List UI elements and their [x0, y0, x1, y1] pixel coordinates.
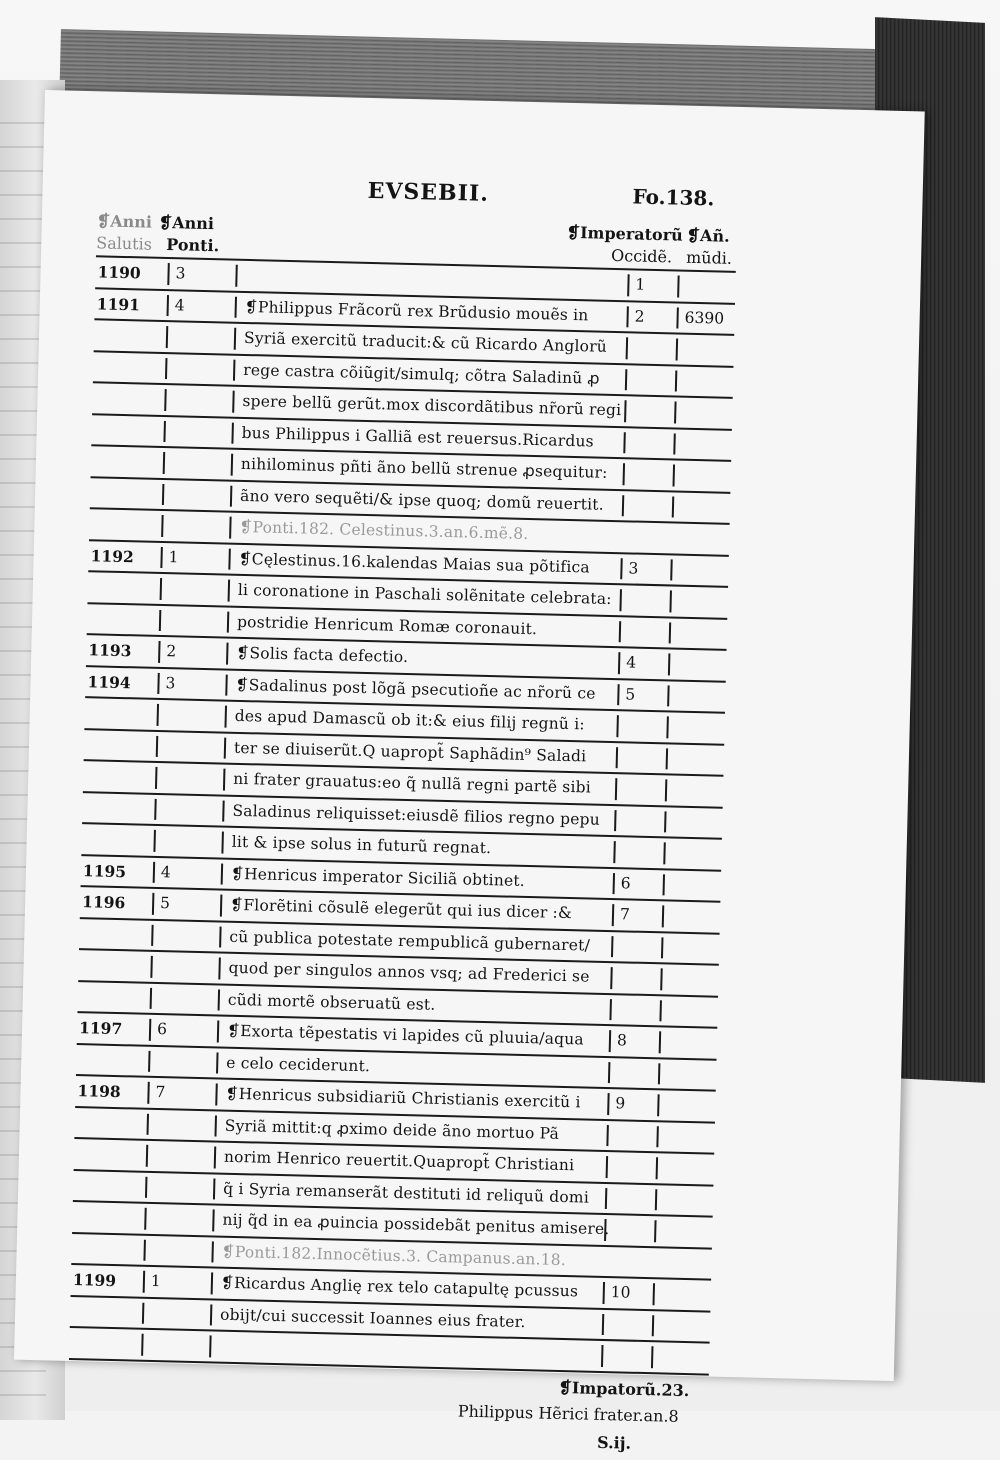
column-rule	[214, 1115, 216, 1137]
column-rule	[214, 1146, 216, 1168]
column-rule	[144, 1208, 146, 1230]
emperor-year-cell: 4	[625, 653, 637, 672]
column-rule	[663, 842, 665, 864]
column-rule	[652, 1315, 654, 1337]
column-rule	[221, 832, 223, 854]
entry-text: postridie Henricum Romæ coronauit.	[236, 612, 538, 638]
entry-text: ❡Sadalinus post lõgã psecutioñe ac nr̃orũ ce	[235, 675, 596, 703]
column-rule	[232, 391, 234, 413]
emperor-year-cell: 7	[619, 905, 631, 924]
entry-text: q̃ i Syria remanserãt destituti id reliquũ domi	[223, 1179, 590, 1207]
column-rule	[660, 968, 662, 990]
year-cell: 1191	[96, 293, 141, 314]
column-rule	[150, 987, 152, 1009]
entry-text: ❡Henricus subsidiariũ Christianis exercitũ i	[225, 1084, 581, 1112]
entry-text: ❡Exorta tẽpestatis vi lapides cũ pluuia/aqua	[226, 1021, 585, 1049]
col-head-anni-salutis: ❡Anni	[96, 211, 153, 232]
column-rule	[672, 496, 674, 518]
column-rule	[217, 1020, 219, 1042]
emperor-year-cell: 1	[635, 275, 646, 294]
emperor-year-cell: 3	[628, 558, 639, 578]
column-rule	[218, 958, 220, 980]
entry-text: quod per singulos annos vsq; ad Frederici se	[228, 958, 590, 986]
entry-text: ãno vero sequẽti/& ipse quoq; domũ reuertit.	[239, 486, 605, 514]
emperor-year-cell: 2	[634, 306, 645, 326]
entry-text: ❡Solis facta defectio.	[236, 643, 409, 667]
column-rule	[164, 389, 166, 411]
year-cell: 1194	[87, 671, 131, 692]
column-rule	[614, 810, 616, 832]
entry-text: ❡Cęlestinus.16.kalendas Maias sua põtifica	[238, 549, 591, 576]
col-head-anni-ponti: ❡Anni	[158, 212, 215, 234]
column-rule	[616, 747, 618, 769]
column-rule	[152, 893, 154, 915]
column-rule	[143, 1271, 145, 1293]
entry-text: ❡Ponti.182.Innocẽtius.3. Campanus.an.18.	[221, 1242, 567, 1269]
column-rule	[616, 715, 618, 737]
entry-text: li coronatione in Paschali solẽnitate celebrata:	[237, 580, 612, 608]
column-rule	[147, 1113, 149, 1135]
column-rule	[669, 590, 671, 612]
entry-text: norim Henrico reuertit.Quapropt̃ Christiani	[223, 1147, 575, 1175]
column-rule	[216, 1052, 218, 1074]
column-rule	[617, 684, 619, 706]
column-rule	[618, 652, 620, 674]
column-rule	[145, 1176, 147, 1198]
column-rule	[605, 1188, 607, 1210]
column-rule	[148, 1050, 150, 1072]
column-rule	[219, 926, 221, 948]
column-rule	[229, 517, 231, 539]
signature-mark: S.ij.	[596, 1432, 632, 1453]
year-cell: 1195	[82, 860, 127, 881]
entry-text: ni frater grauatus:eo q̃ nullã regni partẽ sibi	[233, 769, 592, 797]
column-rule	[224, 706, 226, 728]
column-rule	[161, 515, 163, 537]
column-rule	[655, 1189, 657, 1211]
column-rule	[225, 674, 227, 696]
world-year-cell: 6390	[684, 308, 725, 328]
column-rule	[670, 559, 672, 581]
column-rule	[675, 370, 677, 392]
column-rule	[163, 421, 165, 443]
pontificate-year-cell: 2	[166, 642, 177, 661]
year-cell: 1197	[78, 1018, 123, 1039]
column-rule	[228, 548, 230, 570]
column-rule	[151, 924, 153, 946]
entry-text: lit & ipse solus in futurũ regnat.	[231, 832, 492, 858]
column-rule	[623, 463, 625, 485]
entry-text: Syriã mittit:q ꝓximo deide ãno mortuo Pã	[224, 1116, 560, 1143]
column-rule	[622, 495, 624, 517]
year-cell: 1193	[88, 640, 132, 661]
footer-philippus: Philippus Hẽrici frater.an.8	[457, 1400, 679, 1426]
column-rule	[623, 432, 625, 454]
column-rule	[141, 1334, 143, 1356]
column-rule	[673, 464, 675, 486]
entry-text: ❡Henricus imperator Siciliã obtinet.	[230, 864, 526, 890]
entry-text: e celo ceciderunt.	[226, 1053, 371, 1075]
folio-number: Fo.138.	[632, 184, 715, 211]
column-rule	[656, 1157, 658, 1179]
column-rule	[659, 1031, 661, 1053]
column-rule	[215, 1083, 217, 1105]
column-rule	[619, 589, 621, 611]
column-rule	[158, 641, 160, 663]
pontificate-year-cell: 7	[155, 1083, 166, 1102]
pontificate-year-cell: 1	[150, 1271, 162, 1291]
column-rule	[156, 735, 158, 757]
year-cell: 1196	[81, 892, 126, 913]
column-rule	[620, 558, 622, 580]
col-head-imperatorum: ❡Imperatorũ	[566, 222, 683, 245]
pontificate-year-cell: 3	[165, 673, 176, 692]
column-rule	[606, 1125, 608, 1147]
column-rule	[210, 1304, 212, 1326]
column-rule	[231, 454, 233, 476]
column-rule	[666, 716, 668, 738]
column-rule	[651, 1346, 653, 1368]
column-rule	[160, 578, 162, 600]
column-rule	[619, 621, 621, 643]
column-rule	[610, 967, 612, 989]
pontificate-year-cell: 6	[156, 1020, 168, 1039]
column-rule	[606, 1156, 608, 1178]
column-rule	[211, 1241, 213, 1263]
page-footer	[67, 1359, 709, 1455]
column-rule	[221, 863, 223, 885]
column-rule	[166, 326, 168, 348]
entry-text: spere bellũ gerũt.mox discordãtibus nr̃orũ regi	[242, 391, 622, 420]
column-rule	[602, 1313, 604, 1335]
column-rule	[228, 580, 230, 602]
column-rule	[234, 296, 236, 318]
column-rule	[653, 1283, 655, 1305]
column-rule	[676, 338, 678, 360]
column-rule	[234, 328, 236, 350]
column-rule	[165, 358, 167, 380]
entry-text: ter se diuiserũt.Q uapropt̃ Saphãdin⁹ Saladi	[233, 738, 587, 765]
column-rule	[231, 422, 233, 444]
column-rule	[667, 685, 669, 707]
column-rule	[213, 1178, 215, 1200]
column-rule	[230, 485, 232, 507]
column-rule	[163, 452, 165, 474]
column-rule	[603, 1282, 605, 1304]
column-rule	[613, 841, 615, 863]
column-rule	[668, 653, 670, 675]
column-rule	[157, 704, 159, 726]
entry-text: des apud Damascũ ob it:& eius filij regnũ i:	[234, 706, 586, 734]
column-rule	[612, 904, 614, 926]
footer-imperatorum: ❡Impatorũ.23.	[558, 1377, 690, 1400]
column-rule	[609, 999, 611, 1021]
column-rule	[235, 265, 237, 287]
page-content	[67, 171, 738, 1455]
column-rule	[657, 1094, 659, 1116]
column-rule	[658, 1063, 660, 1085]
column-rule	[212, 1209, 214, 1231]
pontificate-year-cell: 5	[159, 894, 171, 913]
column-rule	[677, 276, 679, 298]
year-cell: 1190	[97, 262, 141, 283]
column-rule	[226, 643, 228, 665]
running-title: EVSEBII.	[367, 177, 490, 207]
column-rule	[627, 274, 629, 296]
column-rule	[150, 956, 152, 978]
column-rule	[613, 873, 615, 895]
column-rule	[233, 359, 235, 381]
column-rule	[624, 400, 626, 422]
chronicle-table	[69, 257, 736, 1375]
column-rule	[615, 778, 617, 800]
column-rule	[607, 1093, 609, 1115]
column-rule	[160, 546, 162, 568]
year-cell: 1192	[90, 545, 135, 566]
entry-text: Syriã exercitũ traducit:& cũ Ricardo Anglorũ	[243, 328, 608, 356]
column-rule	[211, 1272, 213, 1294]
pontificate-year-cell: 3	[175, 264, 186, 283]
column-rule	[661, 937, 663, 959]
column-rule	[153, 861, 155, 883]
col-head-mundi: mũdi.	[685, 247, 733, 268]
column-rule	[159, 609, 161, 631]
column-rule	[147, 1082, 149, 1104]
column-rule	[609, 1030, 611, 1052]
column-rule	[664, 811, 666, 833]
entry-text: cũ publica potestate rempublicã gubernaret/	[229, 927, 591, 955]
entry-text: ❡Ricardus Anglię rex telo catapultę pcussus	[220, 1273, 579, 1301]
col-head-occidentis: Occidẽ.	[610, 245, 673, 267]
entry-text: ❡Florẽtini cõsulẽ elegerũt qui ius dicer :&	[229, 895, 573, 923]
column-rule	[674, 401, 676, 423]
column-rule	[143, 1239, 145, 1261]
entry-text: cũdi mortẽ obseruatũ est.	[227, 990, 436, 1014]
column-rule	[218, 989, 220, 1011]
pontificate-year-cell: 4	[174, 295, 185, 314]
column-rule	[209, 1335, 211, 1357]
column-rule	[142, 1302, 144, 1324]
column-rule	[626, 337, 628, 359]
col-head-salutis: Salutis	[96, 233, 153, 254]
col-head-anni-mundi: ❡Añ.	[686, 225, 730, 246]
column-rule	[625, 369, 627, 391]
emperor-year-cell: 10	[610, 1283, 631, 1302]
column-rule	[669, 622, 671, 644]
column-rule	[157, 672, 159, 694]
column-rule	[666, 748, 668, 770]
column-rule	[656, 1126, 658, 1148]
column-rule	[659, 1000, 661, 1022]
column-rule	[146, 1145, 148, 1167]
emperor-year-cell: 8	[616, 1031, 628, 1050]
column-rule	[162, 483, 164, 505]
column-rule	[220, 895, 222, 917]
column-rule	[227, 611, 229, 633]
column-rule	[654, 1220, 656, 1242]
column-rule	[167, 263, 169, 285]
entry-text: ❡Philippus Frãcorũ rex Brũdusio mouẽs in	[244, 297, 589, 324]
pontificate-year-cell: 4	[160, 862, 172, 881]
emperor-year-cell: 6	[620, 873, 631, 893]
column-rule	[223, 769, 225, 791]
column-rule	[608, 1062, 610, 1084]
year-cell: 1198	[77, 1081, 121, 1102]
column-rule	[673, 433, 675, 455]
emperor-year-cell: 5	[625, 684, 636, 704]
column-rule	[665, 779, 667, 801]
entry-text: obijt/cui successit Ioannes eius frater.	[219, 1305, 526, 1331]
column-rule	[601, 1345, 603, 1367]
year-cell: 1199	[72, 1270, 117, 1291]
entry-text: nij q̃d in ea ꝓuincia possidebãt penitus amisere.	[222, 1210, 610, 1239]
column-rule	[611, 936, 613, 958]
entry-text: Saladinus reliquisset:eiusdẽ filios regno pepu	[232, 801, 601, 829]
column-rule	[153, 830, 155, 852]
column-rule	[663, 874, 665, 896]
book-page	[14, 90, 925, 1453]
column-rule	[676, 307, 678, 329]
pontificate-year-cell: 1	[168, 547, 179, 566]
column-rule	[154, 798, 156, 820]
column-rule	[149, 1019, 151, 1041]
entry-text: nihilominus pñti ãno bellũ strenue ꝓsequitur:	[240, 454, 608, 482]
entry-text: bus Philippus i Galliã est reuersus.Ricardus	[241, 423, 595, 451]
column-rule	[222, 800, 224, 822]
column-rule	[155, 767, 157, 789]
emperor-year-cell: 9	[615, 1094, 626, 1113]
column-rule	[167, 295, 169, 317]
entry-text: rege castra cõiũgit/simulq; cõtra Saladinũ ꝓ	[243, 360, 601, 388]
entry-text: ❡Ponti.182. Celestinus.3.an.6.mẽ.8.	[239, 517, 529, 543]
col-head-ponti: Ponti.	[166, 235, 220, 256]
column-rule	[662, 905, 664, 927]
column-rule	[626, 306, 628, 328]
column-rule	[224, 737, 226, 759]
